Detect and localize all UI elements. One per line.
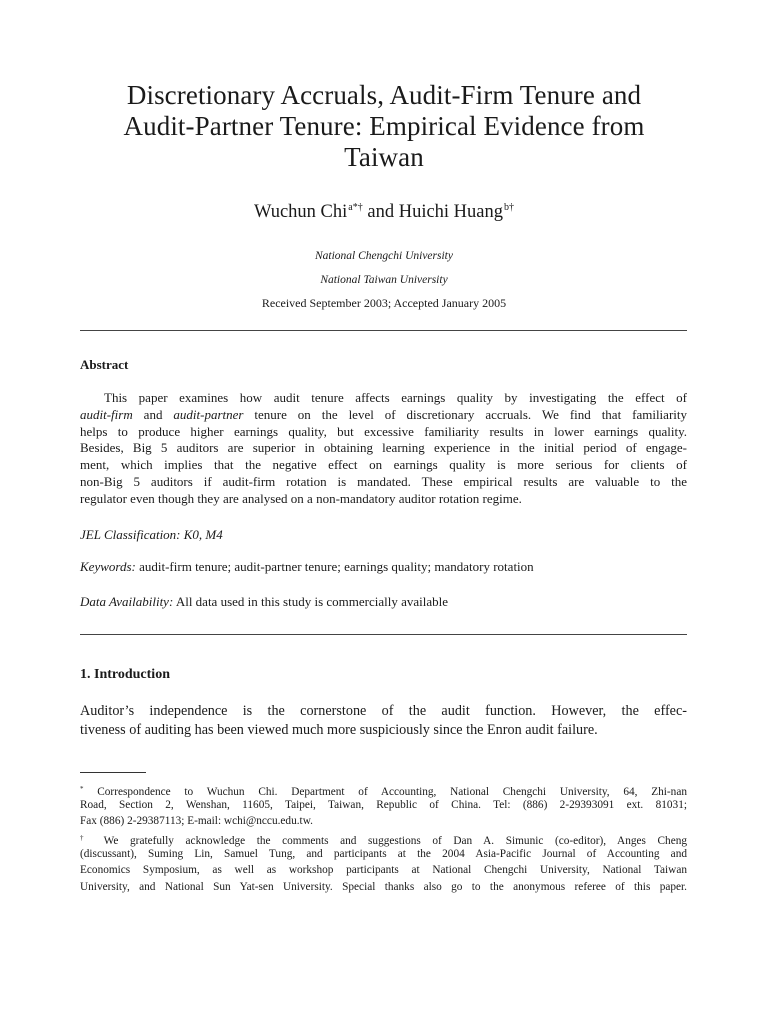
affiliation: National Taiwan University [320,274,448,286]
abstract-text: regulator even though they are analysed on a non-mandatory auditor rotation regime. [80,490,522,506]
intro-line: Auditor’s independence is the cornerstone of the audit function. However, the effec- [80,703,687,719]
abstract-text: This paper examines how audit tenure affects earnings quality by investigating the effect of [104,390,687,405]
abstract-text: Besides, Big 5 auditors are superior in obtaining learning experience in the initial period of engage- [80,440,687,456]
abstract-heading: Abstract [80,357,129,372]
keywords-label: Keywords: [80,559,136,574]
footnote-line: (discussant), Suming Lin, Samuel Tung, and participants at the 2004 Asia-Pacific Journal of Accounting and [80,848,687,861]
affiliation: National Chengchi University [315,250,453,262]
title-line-2: Audit-Partner Tenure: Empirical Evidence from [123,111,645,141]
abstract-line [80,424,687,441]
footnote-mark: * [80,785,84,793]
footnote-line: Fax (886) 2-29387113; E-mail: wchi@nccu.edu.tw. [80,815,313,828]
abstract-text: non-Big 5 auditors if audit-firm rotation is mandated. These empirical results are valuable to the [80,474,687,489]
abstract-text: helps to produce higher earnings quality, but excessive familiarity results in lower earnings quality. [80,423,687,439]
footnote-line: Road, Section 2, Wenshan, 11605, Taipei, Taiwan, Republic of China. Tel: (886) 2-29393091 ext. 81031; [80,799,687,812]
title-line-1: Discretionary Accruals, Audit-Firm Tenure and [126,80,642,110]
title-line-3: Taiwan [344,142,424,172]
abstract-line [80,407,687,424]
jel-classification: JEL Classification: K0, M4 [80,527,223,542]
abstract-emphasis: audit-partner [173,406,244,422]
footnote-rule [80,772,146,773]
abstract-text: tenure on the level of discretionary accruals. We find that familiarity [243,406,687,422]
abstract-line [80,457,687,474]
author-list [0,196,768,224]
data-availability-text: All data used in this study is commercially available [173,594,449,609]
data-availability-label: Data Availability: [80,594,174,609]
abstract-line [80,491,687,508]
abstract-line [80,440,687,457]
keywords-text: audit-firm tenure; audit-partner tenure; earnings quality; mandatory rotation [135,559,534,574]
abstract-text: ment, which implies that the negative effect on earnings quality is more serious for clients of [80,457,687,473]
author-connector: and [367,202,395,222]
paper-title [60,80,708,173]
section-heading: 1. Introduction [80,667,170,682]
author-affiliation-mark: b† [504,202,515,213]
footnote-line: University, and National Sun Yat-sen University. Special thanks also go to the anonymous referee of this paper. [80,880,687,893]
author-name: Huichi Huang [398,202,504,222]
abstract-text: and [132,406,174,422]
author-name: Wuchun Chi [253,202,348,222]
footnote-text: We gratefully acknowledge the comments and suggestions of Dan A. Simunic (co-editor), Anges Cheng [92,835,688,847]
author-affiliation-mark: a*† [348,202,363,213]
received-dates: Received September 2003; Accepted January 2005 [261,296,507,310]
abstract-line [80,474,687,491]
divider [80,634,687,635]
keywords [80,559,687,576]
abstract-line [104,390,687,407]
intro-line: tiveness of auditing has been viewed much more suspiciously since the Enron audit failure. [80,722,598,738]
divider [80,330,687,331]
abstract-emphasis: audit-firm [80,406,133,422]
footnote-text: Correspondence to Wuchun Chi. Department of Accounting, National Chengchi University, 64, Zhi-nan [83,786,687,798]
footnote-mark: † [80,834,93,842]
footnote-line: Economics Symposium, as well as workshop participants at National Chengchi University, National Taiwan [80,864,687,877]
data-availability [80,594,687,611]
